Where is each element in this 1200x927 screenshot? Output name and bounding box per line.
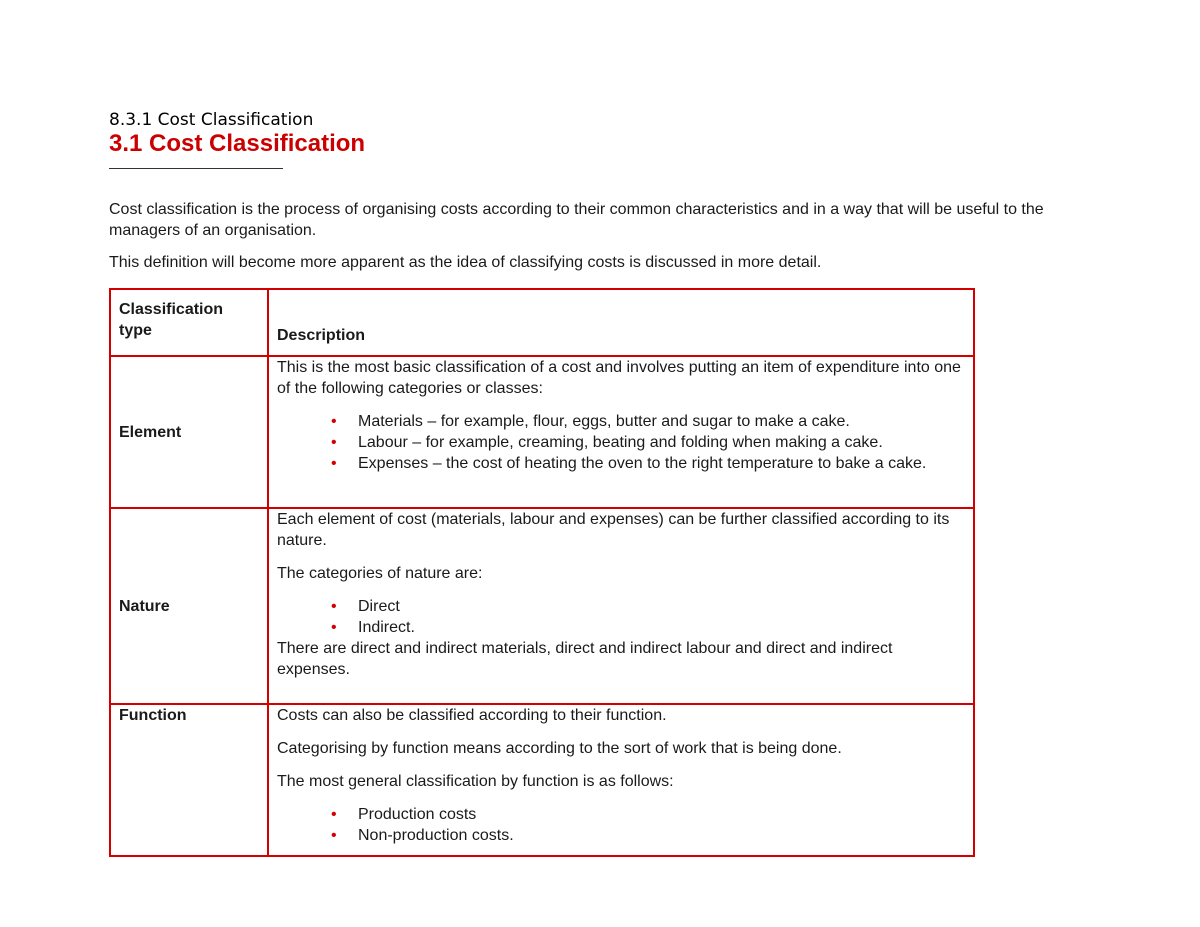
- cell-paragraph: The most general classification by function is as follows:: [277, 773, 674, 790]
- cell-paragraph: Categorising by function means according to the sort of work that is being done.: [277, 740, 842, 757]
- row-type-element: Element: [110, 356, 268, 508]
- table-row: [110, 704, 974, 856]
- section-label: 8.3.1 Cost Classification: [109, 110, 314, 130]
- header-classification-type: Classification type: [110, 289, 268, 356]
- row-description-function: [268, 704, 974, 856]
- bullet-list: [277, 804, 965, 846]
- document-page: [109, 110, 1089, 844]
- cell-paragraph: Each element of cost (materials, labour and expenses) can be further classified according to its nature.: [277, 511, 950, 549]
- table-row: [110, 508, 974, 704]
- row-type-function: Function: [110, 704, 268, 856]
- classification-table: [109, 288, 975, 857]
- page-title: 3.1 Cost Classification: [109, 130, 366, 157]
- cell-paragraph: The categories of nature are:: [277, 565, 483, 582]
- cell-paragraph: This is the most basic classification of a cost and involves putting an item of expenditure into one of the following categories or classes:: [277, 359, 961, 397]
- row-description-nature: [268, 508, 974, 704]
- row-type-nature: Nature: [110, 508, 268, 704]
- bullet-icon: •: [331, 413, 337, 430]
- bullet-icon: •: [331, 434, 337, 451]
- list-item: • Indirect.: [331, 619, 415, 636]
- table-header-row: [110, 289, 974, 356]
- list-item: • Labour – for example, creaming, beating and folding when making a cake.: [331, 434, 883, 451]
- intro-paragraph: Cost classification is the process of organising costs according to their common characteristics and in a way that will be useful to the managers of an organisation.: [109, 201, 1044, 239]
- bullet-icon: •: [331, 598, 337, 615]
- list-item: • Expenses – the cost of heating the oven to the right temperature to bake a cake.: [331, 455, 927, 472]
- list-item: • Production costs: [331, 806, 477, 823]
- row-description-element: [268, 356, 974, 508]
- bullet-icon: •: [331, 455, 337, 472]
- bullet-icon: •: [331, 827, 337, 844]
- table-row: [110, 356, 974, 508]
- list-item: • Direct: [331, 598, 400, 615]
- list-item: • Materials – for example, flour, eggs, butter and sugar to make a cake.: [331, 413, 850, 430]
- intro-paragraph-2: This definition will become more apparent as the idea of classifying costs is discussed in more detail.: [109, 254, 822, 271]
- cell-paragraph: Costs can also be classified according to their function.: [277, 707, 667, 724]
- bullet-list: [277, 596, 965, 638]
- title-underline: [109, 168, 283, 169]
- bullet-icon: •: [331, 806, 337, 823]
- bullet-icon: •: [331, 619, 337, 636]
- cell-paragraph: There are direct and indirect materials, direct and indirect labour and direct and indirect expenses.: [277, 640, 893, 678]
- list-item: • Non-production costs.: [331, 827, 514, 844]
- bullet-list: [277, 411, 965, 474]
- header-description: Description: [268, 289, 974, 356]
